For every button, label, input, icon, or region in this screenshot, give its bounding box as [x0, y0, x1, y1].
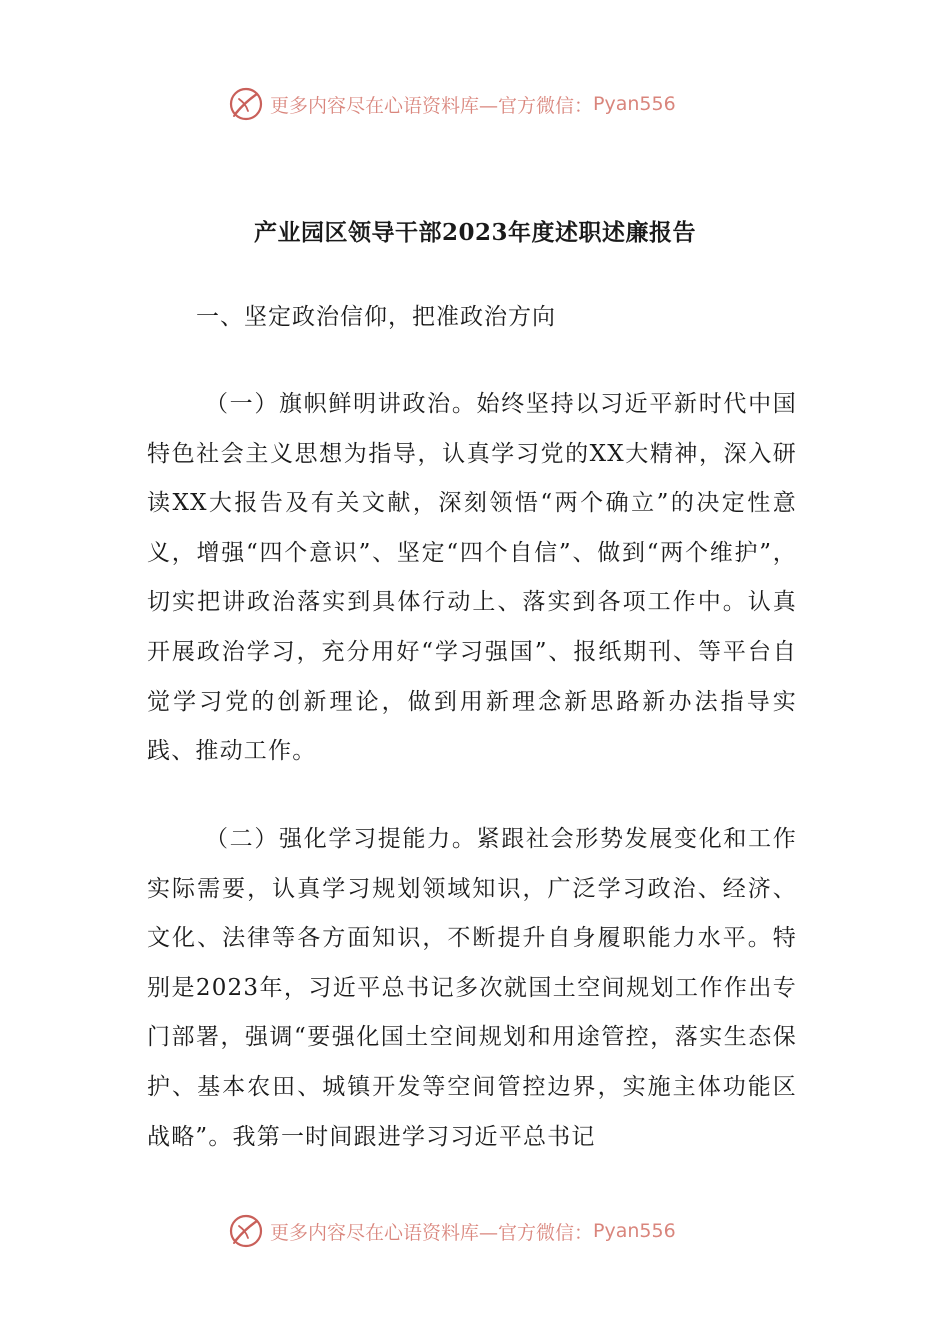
footer-watermark [228, 1211, 788, 1251]
paragraph-2: （二）强化学习提能力。紧跟社会形势发展变化和工作实际需要，认真学习规划领域知识，广泛学习政治、经济、文化、法律等各方面知识，不断提升自身履职能力水平。特别是2023年，习近平总书记多次就国土空间规划工作作出专门部署，强调“要强化国土空间规划和用途管控，落实生态保护、基本农田、城镇开发等空间管控边界，实施主体功能区战略”。我第一时间跟进学习习近平总书记 [147, 826, 797, 1150]
pen-logo-icon [228, 1213, 264, 1249]
paragraph-1: （一）旗帜鲜明讲政治。始终坚持以习近平新时代中国特色社会主义思想为指导，认真学习党的XX大精神，深入研读XX大报告及有关文献，深刻领悟“两个确立”的决定性意义，增强“四个意识”、坚定“四个自信”、做到“两个维护”，切实把讲政治落实到具体行动上、落实到各项工作中。认真开展政治学习，充分用好“学习强国”、报纸期刊、等平台自觉学习党的创新理论，做到用新理念新思路新办法指导实践、推动工作。 [147, 391, 797, 765]
header-watermark [228, 84, 788, 124]
section-heading: 一、坚定政治信仰，把准政治方向 [196, 304, 556, 330]
watermark-wechat-id: Pyan556 [593, 1220, 676, 1242]
pen-logo-icon [228, 86, 264, 122]
watermark-text: 更多内容尽在心语资料库—官方微信： [270, 94, 594, 117]
watermark-text: 更多内容尽在心语资料库—官方微信： [270, 1221, 594, 1244]
document-title: 产业园区领导干部2023年度述职述廉报告 [253, 219, 696, 246]
watermark-wechat-id: Pyan556 [593, 93, 676, 115]
